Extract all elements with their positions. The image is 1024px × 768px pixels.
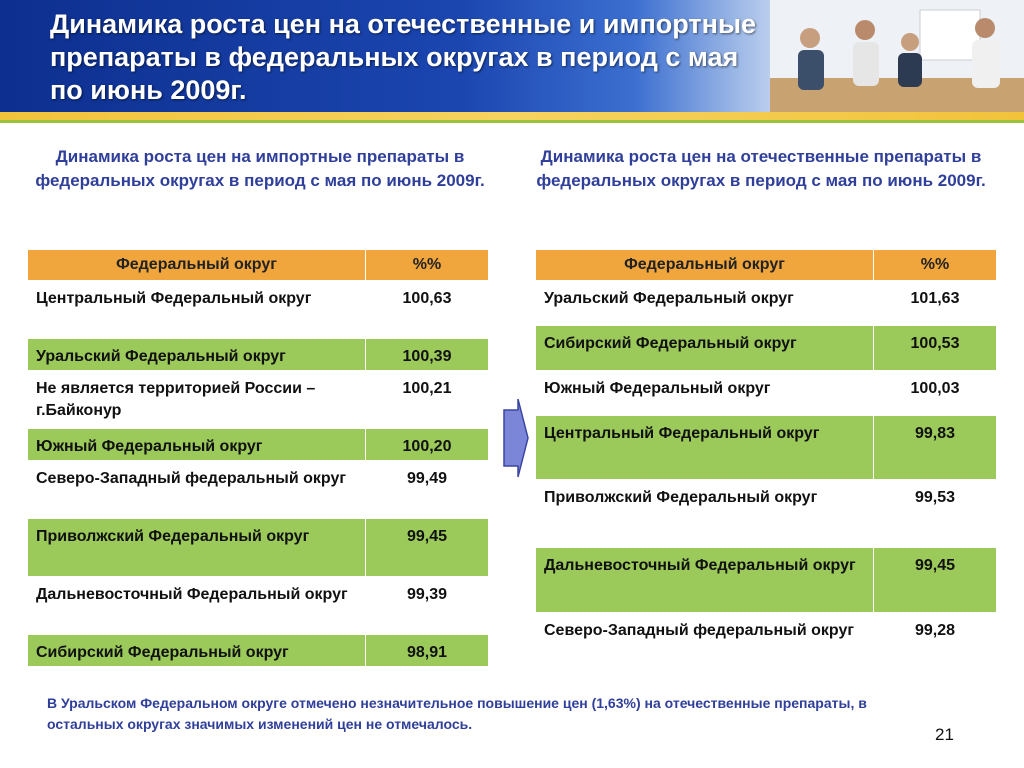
district-name: Южный Федеральный округ — [536, 371, 874, 416]
percent-value: 99,45 — [874, 548, 997, 613]
percent-value: 99,28 — [874, 613, 997, 673]
percent-value: 101,63 — [874, 281, 997, 326]
column-header-percent: %% — [874, 250, 997, 281]
percent-value: 100,53 — [874, 326, 997, 371]
table-row — [28, 281, 489, 339]
district-name: Дальневосточный Федеральный округ — [28, 577, 366, 635]
domestic-drugs-table — [535, 249, 997, 673]
table-row — [536, 416, 997, 480]
district-name: Уральский Федеральный округ — [28, 339, 366, 371]
header-gold-stripe — [0, 112, 1024, 120]
percent-value: 99,53 — [874, 480, 997, 548]
percent-value: 99,83 — [874, 416, 997, 480]
district-name: Сибирский Федеральный округ — [28, 635, 366, 667]
right-arrow-icon — [503, 398, 529, 478]
imported-drugs-table — [27, 249, 489, 667]
table-row — [28, 371, 489, 429]
column-header-district: Федеральный округ — [536, 250, 874, 281]
district-name: Северо-Западный федеральный округ — [536, 613, 874, 673]
district-name: Уральский Федеральный округ — [536, 281, 874, 326]
header-green-stripe — [0, 120, 1024, 123]
table-row — [28, 339, 489, 371]
percent-value: 99,49 — [366, 461, 489, 519]
left-table-subtitle: Динамика роста цен на импортные препараты в федеральных округах в период с мая по июнь 2009г. — [35, 147, 485, 190]
table-header-row — [536, 250, 997, 281]
column-header-district: Федеральный округ — [28, 250, 366, 281]
table-row — [536, 281, 997, 326]
district-name: Приволжский Федеральный округ — [28, 519, 366, 577]
table-row — [536, 613, 997, 673]
business-meeting-photo — [770, 0, 1024, 112]
right-table-subtitle: Динамика роста цен на отечественные препараты в федеральных округах в период с мая по июнь 2009г. — [536, 147, 986, 190]
district-name: Центральный Федеральный округ — [28, 281, 366, 339]
district-name: Северо-Западный федеральный округ — [28, 461, 366, 519]
percent-value: 99,39 — [366, 577, 489, 635]
percent-value: 99,45 — [366, 519, 489, 577]
page-number: 21 — [935, 725, 954, 744]
slide-title: Динамика роста цен на отечественные и импортные препараты в федеральных округах в период с мая по июнь 2009г. — [50, 9, 757, 105]
table-row — [28, 577, 489, 635]
percent-value: 100,20 — [366, 429, 489, 461]
district-name: Приволжский Федеральный округ — [536, 480, 874, 548]
district-name: Не является территорией России – г.Байконур — [28, 371, 366, 429]
table-row — [28, 519, 489, 577]
percent-value: 98,91 — [366, 635, 489, 667]
header-banner — [0, 0, 1024, 112]
table-row — [536, 548, 997, 613]
percent-value: 100,39 — [366, 339, 489, 371]
column-header-percent: %% — [366, 250, 489, 281]
table-header-row — [28, 250, 489, 281]
district-name: Южный Федеральный округ — [28, 429, 366, 461]
percent-value: 100,63 — [366, 281, 489, 339]
district-name: Сибирский Федеральный округ — [536, 326, 874, 371]
percent-value: 100,21 — [366, 371, 489, 429]
percent-value: 100,03 — [874, 371, 997, 416]
district-name: Дальневосточный Федеральный округ — [536, 548, 874, 613]
table-row — [28, 635, 489, 667]
table-row — [536, 371, 997, 416]
summary-note: В Уральском Федеральном округе отмечено незначительное повышение цен (1,63%) на отечественные препараты, в остальных округах значимых изменений цен не отмечалось. — [47, 695, 867, 732]
table-row — [28, 429, 489, 461]
table-row — [536, 326, 997, 371]
table-row — [536, 480, 997, 548]
table-row — [28, 461, 489, 519]
district-name: Центральный Федеральный округ — [536, 416, 874, 480]
